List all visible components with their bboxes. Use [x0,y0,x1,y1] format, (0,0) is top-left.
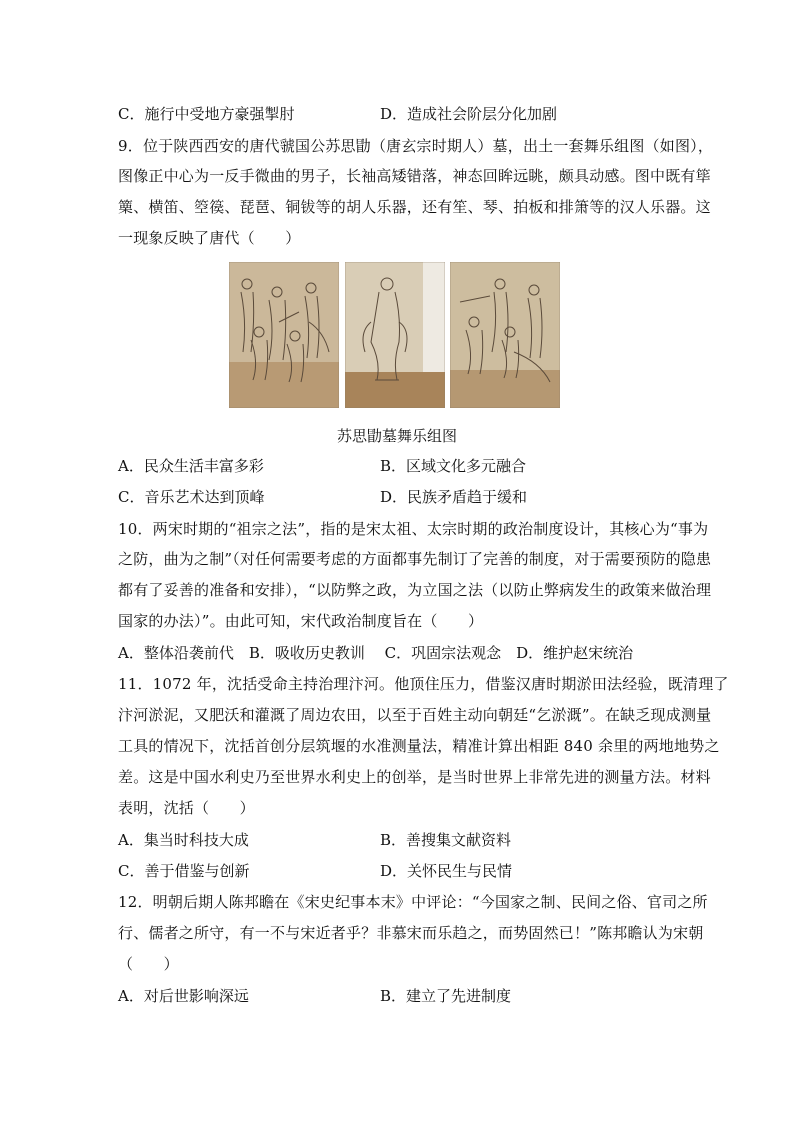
q9-stem-line-2: 图像正中心为一反手微曲的男子，长袖高矮错落，神态回眸远眺，颇具动感。图中既有筚 [118,167,711,185]
q11-option-b[interactable]: B．善搜集文献资料 [380,831,512,849]
q11-stem-line-2: 汴河淤泥，又肥沃和灌溉了周边农田，以至于百姓主动向朝廷“乞淤溉”。在缺乏现成测量 [118,706,712,724]
q11-stem-line-4: 差。这是中国水利史乃至世界水利史上的创举，是当时世界上非常先进的测量方法。材料 [118,768,711,786]
q12-stem-line-3: （ ） [118,955,179,973]
q11-stem-line-1: 11．1072 年，沈括受命主持治理汴河。他顶住压力，借鉴汉唐时期淤田法经验，既清理了 [118,675,729,693]
q8-option-c[interactable]: C．施行中受地方豪强掣肘 [118,105,295,123]
q11-option-d[interactable]: D．关怀民生与民情 [380,862,513,880]
q9-option-c[interactable]: C．音乐艺术达到顶峰 [118,488,265,506]
q9-stem-line-3: 篥、横笛、箜篌、琵琶、铜钹等的胡人乐器，还有笙、琴、拍板和排箫等的汉人乐器。这 [118,198,711,216]
q10-stem-line-3: 都有了妥善的准备和安排），“以防弊之政，为立国之法（以防止弊病发生的政策来做治理 [118,581,712,599]
mural-image-left [229,262,339,408]
q9-option-a[interactable]: A．民众生活丰富多彩 [118,457,264,475]
q9-option-d[interactable]: D．民族矛盾趋于缓和 [380,488,528,506]
q11-option-a[interactable]: A．集当时科技大成 [118,831,249,849]
q10-stem-line-4: 国家的办法）”。由此可知，宋代政治制度旨在（ ） [118,612,484,630]
q10-options[interactable]: A．整体沿袭前代 B．吸收历史教训 C．巩固宗法观念 D．维护赵宋统治 [118,644,634,662]
q11-stem-line-5: 表明，沈括（ ） [118,799,255,817]
q10-stem-line-2: 之防，曲为之制”（对任何需要考虑的方面都事先制订了完善的制度，对于需要预防的隐患 [118,550,712,568]
mural-image-right [450,262,560,408]
q12-option-a[interactable]: A．对后世影响深远 [118,987,249,1005]
q8-option-d[interactable]: D．造成社会阶层分化加剧 [380,105,558,123]
q9-stem-line-4: 一现象反映了唐代（ ） [118,229,301,247]
q9-option-b[interactable]: B．区域文化多元融合 [380,457,527,475]
q12-option-b[interactable]: B．建立了先进制度 [380,987,512,1005]
q9-stem-line-1: 9．位于陕西西安的唐代虢国公苏思勖（唐玄宗时期人）墓，出土一套舞乐组图（如图）， [118,137,714,155]
q11-option-c[interactable]: C．善于借鉴与创新 [118,862,250,880]
q11-stem-line-3: 工具的情况下，沈括首创分层筑堰的水准测量法，精准计算出相距 840 余里的两地地势之 [118,737,720,755]
figure-caption: 苏思勖墓舞乐组图 [336,427,457,445]
q10-stem-line-1: 10．两宋时期的“祖宗之法”，指的是宋太祖、太宗时期的政治制度设计，其核心为“事为 [118,520,709,538]
mural-image-center [345,262,445,408]
q12-stem-line-1: 12．明朝后期人陈邦瞻在《宋史纪事本末》中评论：“今国家之制、民间之俗、官司之所 [118,893,708,911]
q12-stem-line-2: 行、儒者之所守，有一不与宋近者乎？非慕宋而乐趋之，而势固然已！”陈邦瞻认为宋朝 [118,924,704,942]
